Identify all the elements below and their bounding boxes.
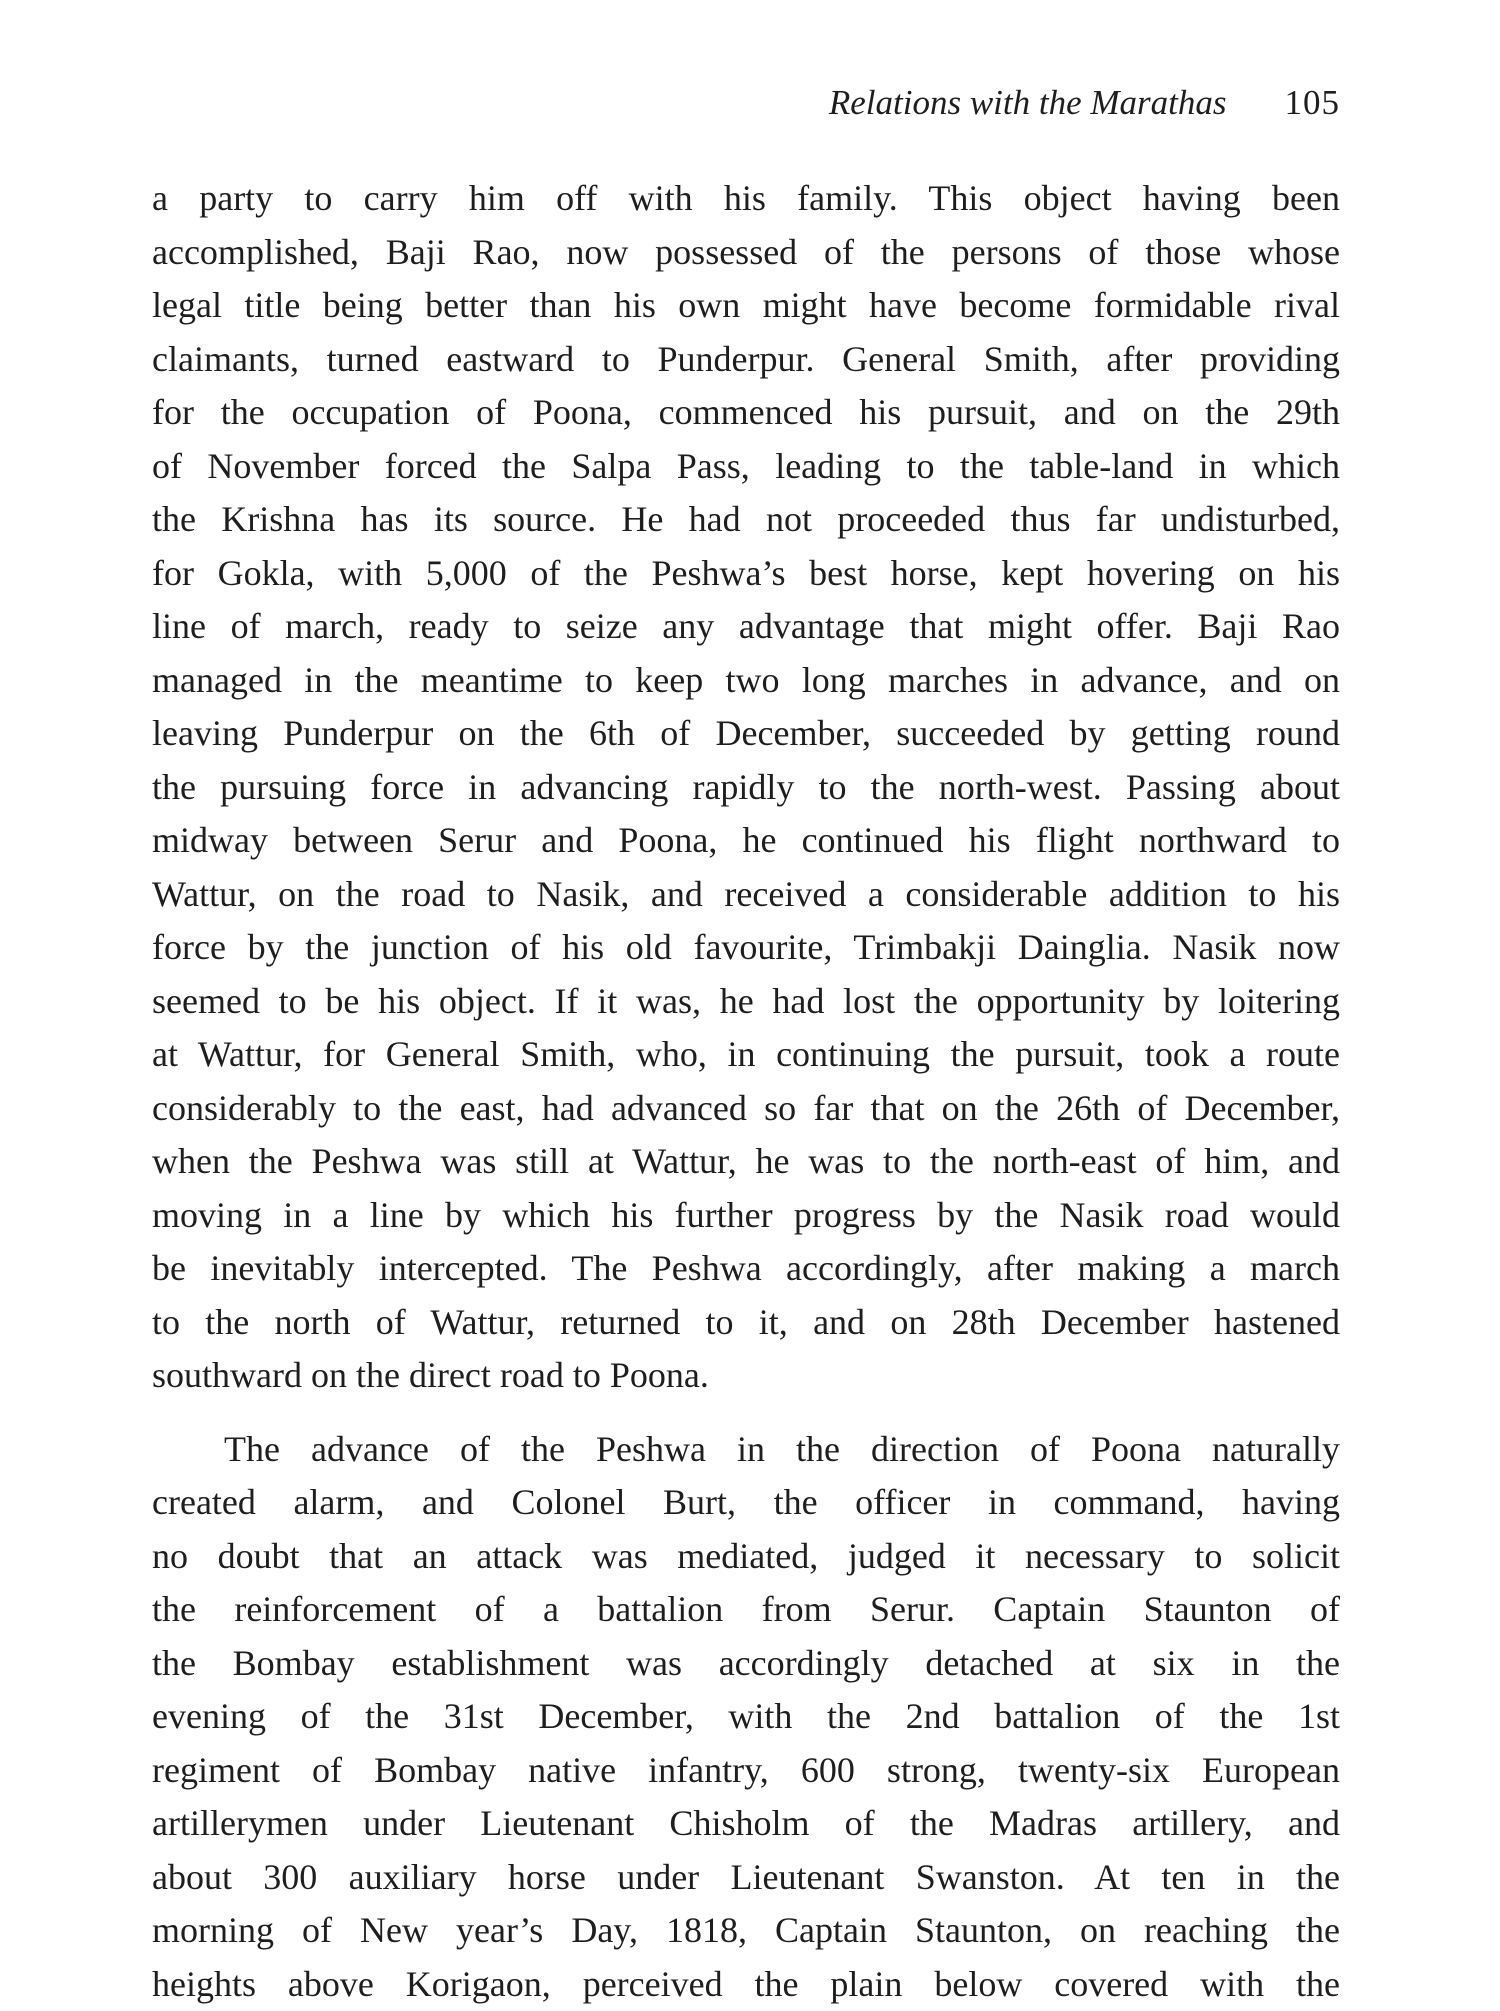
text-line: force by the junction of his old favourite, Trimbakji Dainglia. Nasik now xyxy=(152,921,1340,975)
running-head xyxy=(152,80,1340,126)
text-line: a party to carry him off with his family. This object having been xyxy=(152,172,1340,226)
text-line: the pursuing force in advancing rapidly to the north-west. Passing about xyxy=(152,761,1340,815)
text-line: accomplished, Baji Rao, now possessed of the persons of those whose xyxy=(152,226,1340,280)
text-line: be inevitably intercepted. The Peshwa accordingly, after making a march xyxy=(152,1242,1340,1296)
body-text xyxy=(152,172,1340,2011)
paragraph-1 xyxy=(152,172,1340,1403)
text-line: about 300 auxiliary horse under Lieutenant Swanston. At ten in the xyxy=(152,1851,1340,1905)
text-line: legal title being better than his own might have become formidable rival xyxy=(152,279,1340,333)
paragraph-gap xyxy=(152,1403,1340,1423)
text-line: of November forced the Salpa Pass, leading to the table-land in which xyxy=(152,440,1340,494)
text-line: considerably to the east, had advanced so far that on the 26th of December, xyxy=(152,1082,1340,1136)
text-line: line of march, ready to seize any advantage that might offer. Baji Rao xyxy=(152,600,1340,654)
text-line: claimants, turned eastward to Punderpur. General Smith, after providing xyxy=(152,333,1340,387)
text-line: to the north of Wattur, returned to it, and on 28th December hastened xyxy=(152,1296,1340,1350)
text-line: moving in a line by which his further progress by the Nasik road would xyxy=(152,1189,1340,1243)
text-line: no doubt that an attack was mediated, judged it necessary to solicit xyxy=(152,1530,1340,1584)
text-line: morning of New year’s Day, 1818, Captain Staunton, on reaching the xyxy=(152,1904,1340,1958)
text-line: for Gokla, with 5,000 of the Peshwa’s best horse, kept hovering on his xyxy=(152,547,1340,601)
text-line: the Bombay establishment was accordingly detached at six in the xyxy=(152,1637,1340,1691)
text-line: seemed to be his object. If it was, he had lost the opportunity by loitering xyxy=(152,975,1340,1029)
text-line: created alarm, and Colonel Burt, the officer in command, having xyxy=(152,1476,1340,1530)
text-line: The advance of the Peshwa in the direction of Poona naturally xyxy=(152,1423,1340,1477)
text-line: southward on the direct road to Poona. xyxy=(152,1349,1340,1403)
text-line: managed in the meantime to keep two long marches in advance, and on xyxy=(152,654,1340,708)
text-line: Wattur, on the road to Nasik, and received a considerable addition to his xyxy=(152,868,1340,922)
text-line: leaving Punderpur on the 6th of December, succeeded by getting round xyxy=(152,707,1340,761)
text-line: the Krishna has its source. He had not proceeded thus far undisturbed, xyxy=(152,493,1340,547)
text-line: for the occupation of Poona, commenced his pursuit, and on the 29th xyxy=(152,386,1340,440)
text-line: evening of the 31st December, with the 2nd battalion of the 1st xyxy=(152,1690,1340,1744)
text-line: midway between Serur and Poona, he continued his flight northward to xyxy=(152,814,1340,868)
page-number: 105 xyxy=(1285,80,1341,126)
text-line: the reinforcement of a battalion from Serur. Captain Staunton of xyxy=(152,1583,1340,1637)
text-line: artillerymen under Lieutenant Chisholm of the Madras artillery, and xyxy=(152,1797,1340,1851)
text-line: heights above Korigaon, perceived the plain below covered with the xyxy=(152,1958,1340,2011)
text-line: when the Peshwa was still at Wattur, he was to the north-east of him, and xyxy=(152,1135,1340,1189)
paragraph-2 xyxy=(152,1423,1340,2011)
text-line: at Wattur, for General Smith, who, in continuing the pursuit, took a route xyxy=(152,1028,1340,1082)
running-title: Relations with the Marathas xyxy=(829,83,1227,122)
text-line: regiment of Bombay native infantry, 600 strong, twenty-six European xyxy=(152,1744,1340,1798)
